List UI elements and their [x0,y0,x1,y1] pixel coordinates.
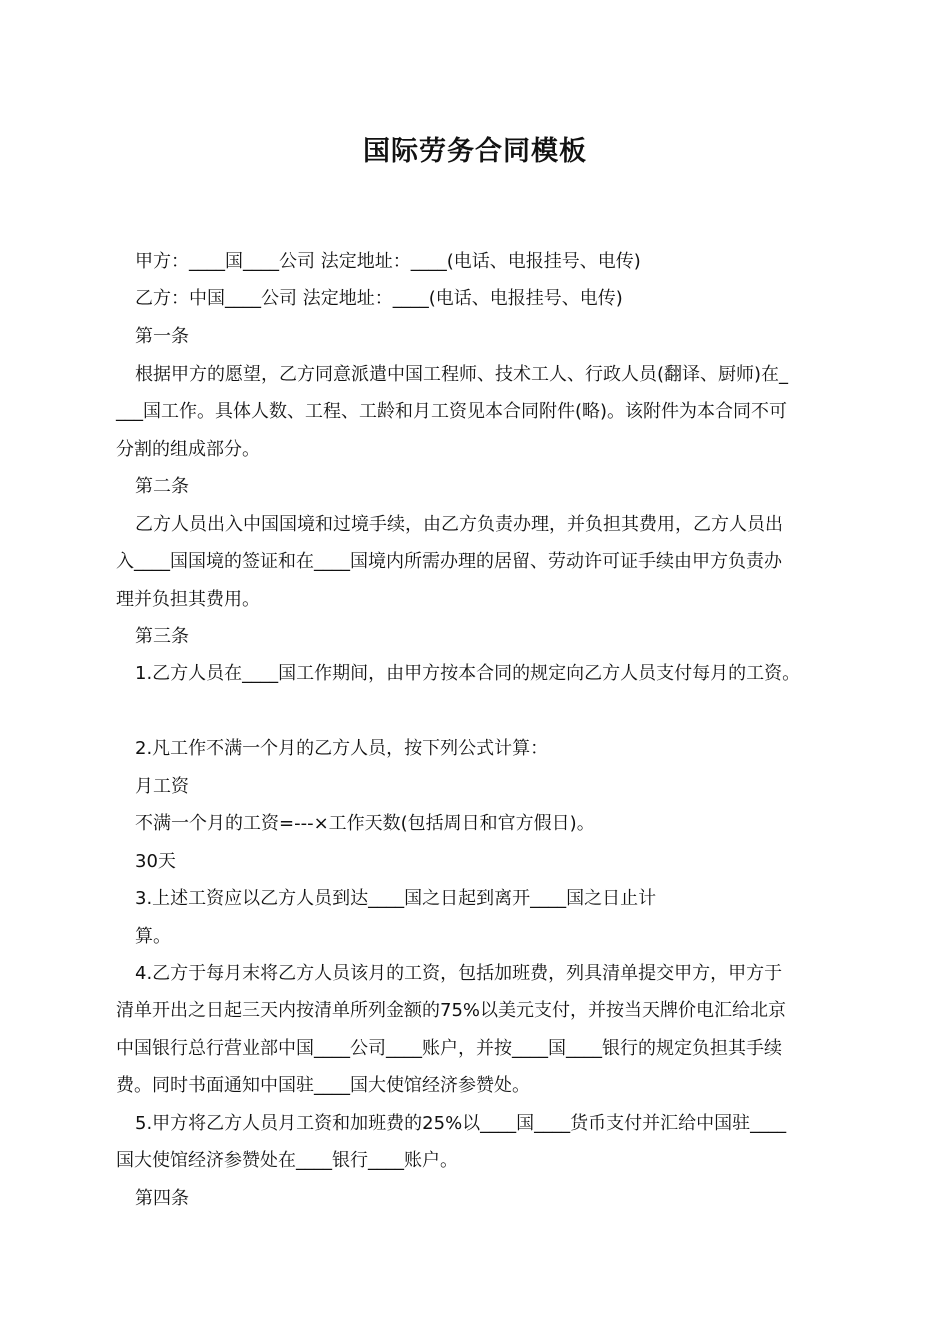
article-3-item-4-line-1: 4.乙方于每月末将乙方人员该月的工资，包括加班费，列具清单提交甲方，甲方于 [135,963,783,984]
party-a-line: 甲方：____国____公司 法定地址：____(电话、电报挂号、电传) [135,251,641,272]
article-1-text-line-3: 分割的组成部分。 [116,439,260,460]
article-3-item-5-line-1: 5.甲方将乙方人员月工资和加班费的25%以____国____货币支付并汇给中国驻____ [135,1113,787,1134]
formula-line: 不满一个月的工资=---×工作天数(包括周日和官方假日)。 [135,813,595,834]
article-3-item-3-line-2: 算。 [135,926,171,947]
article-4-heading: 第四条 [135,1188,189,1209]
article-3-item-1: 1.乙方人员在____国工作期间，由甲方按本合同的规定向乙方人员支付每月的工资。 [135,663,801,684]
article-1-heading: 第一条 [135,326,189,347]
party-b-line: 乙方：中国____公司 法定地址：____(电话、电报挂号、电传) [135,288,623,309]
article-3-item-4-line-4: 费。同时书面通知中国驻____国大使馆经济参赞处。 [116,1075,530,1096]
article-3-item-4-line-2: 清单开出之日起三天内按清单所列金额的75%以美元支付，并按当天牌价电汇给北京 [116,1000,787,1021]
article-3-item-5-line-2: 国大使馆经济参赞处在____银行____账户。 [116,1150,458,1171]
article-2-text-line-3: 理并负担其费用。 [116,589,260,610]
article-3-item-2: 2.凡工作不满一个月的乙方人员，按下列公式计算： [135,738,549,759]
formula-denominator: 30天 [135,851,176,872]
article-3-item-3-line-1: 3.上述工资应以乙方人员到达____国之日起到离开____国之日止计 [135,888,657,909]
article-3-item-4-line-3: 中国银行总行营业部中国____公司____账户，并按____国____银行的规定负担其手续 [116,1038,782,1059]
formula-numerator: 月工资 [135,776,189,797]
article-3-heading: 第三条 [135,626,189,647]
article-2-heading: 第二条 [135,476,189,497]
article-2-text-line-1: 乙方人员出入中国国境和过境手续，由乙方负责办理，并负担其费用，乙方人员出 [135,514,783,535]
article-1-text-line-2: ___国工作。具体人数、工程、工龄和月工资见本合同附件(略)。该附件为本合同不可 [116,401,788,422]
article-1-text-line-1: 根据甲方的愿望，乙方同意派遣中国工程师、技术工人、行政人员(翻译、厨师)在_ [135,364,789,385]
article-2-text-line-2: 入____国国境的签证和在____国境内所需办理的居留、劳动许可证手续由甲方负责办 [116,551,782,572]
document-title: 国际劳务合同模板 [363,136,587,167]
